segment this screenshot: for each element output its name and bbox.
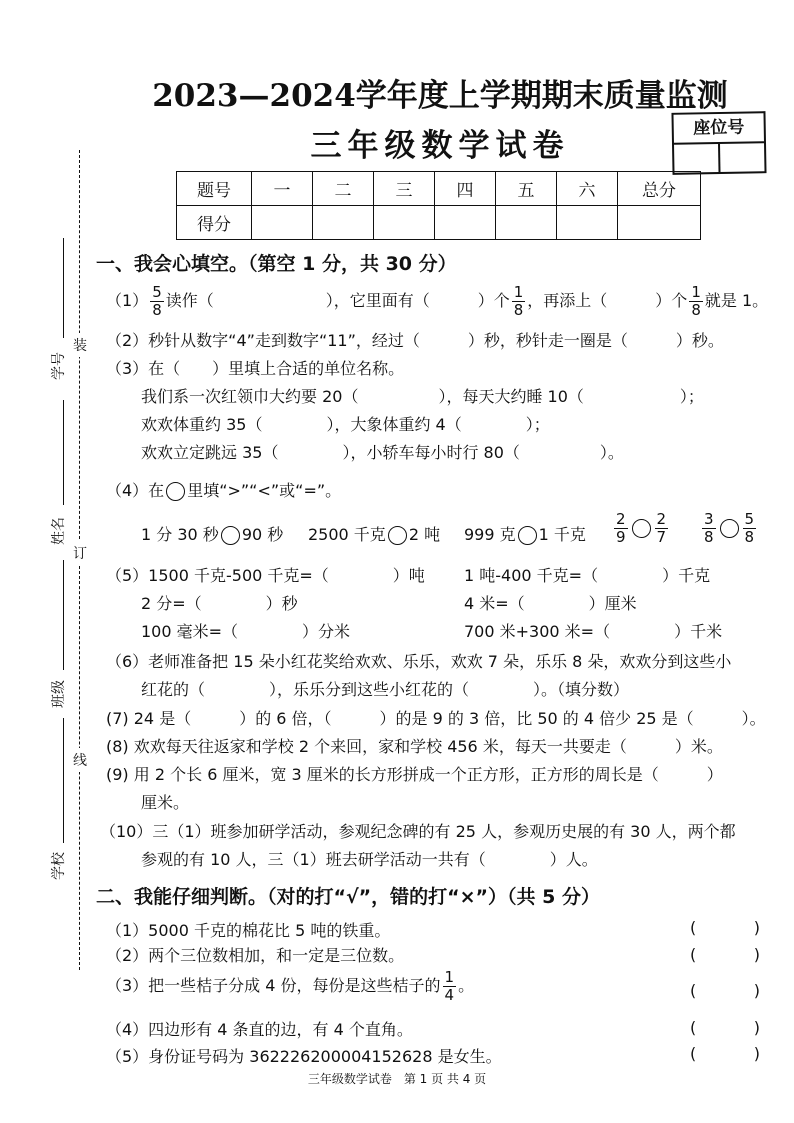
score-row-label: 得分	[177, 206, 252, 240]
score-header-cell: 四	[435, 172, 496, 206]
class-line[interactable]	[63, 560, 64, 670]
judge-answer-5[interactable]: ( )	[690, 1044, 760, 1063]
page-footer: 三年级数学试卷 第 1 页 共 4 页	[307, 1072, 487, 1086]
question-1-1	[106, 285, 768, 318]
question-1-3b: 欢欢体重约 35（ ），大象体重约 4（ ）；	[141, 415, 550, 434]
fraction: $\frac{2}{7}$	[656, 510, 667, 546]
compare-item-1: 1 分 30 秒 90 秒	[141, 525, 284, 544]
seat-cell-2[interactable]	[720, 143, 764, 172]
seat-number-box	[671, 111, 766, 175]
question-1-2: （2）秒针从数字“4”走到数字“11”，经过（ ）秒，秒针走一圈是（ ）秒。	[106, 331, 724, 350]
fraction: $\frac{1}{4}$	[444, 968, 455, 1004]
score-table	[176, 171, 701, 240]
name-label: 姓名	[51, 517, 67, 545]
question-text: 就是 1。	[704, 291, 769, 310]
score-cell[interactable]	[618, 206, 701, 240]
question-1-7: (7) 24 是（ ）的 6 倍，（ ）的是 9 的 3 倍，比 50 的 4 倍少 25 是（ ）。	[106, 709, 766, 728]
question-1-5e: 100 毫米=（ ）分米	[141, 622, 351, 641]
question-1-5b: 1 吨-400 千克=（ ）千克	[464, 566, 711, 585]
question-1-9b: 厘米。	[141, 793, 190, 812]
fraction: $\frac{2}{9}$	[616, 510, 626, 546]
score-header-cell: 五	[496, 172, 557, 206]
compare-item-2: 2500 千克 2 吨	[308, 525, 441, 544]
score-header-cell: 六	[557, 172, 618, 206]
compare-item-5	[700, 512, 758, 545]
question-1-5d: 4 米=（ ）厘米	[464, 594, 637, 613]
class-label: 班级	[51, 680, 67, 708]
score-header-cell: 总分	[618, 172, 701, 206]
judge-item-5: （5）身份证号码为 362226200004152628 是女生。	[106, 1047, 502, 1066]
school-line[interactable]	[63, 718, 64, 843]
fraction: $\frac{1}{8}$	[513, 283, 524, 319]
exam-title: 2023—2024学年度上学期期末质量监测	[152, 78, 728, 114]
fraction: $\frac{3}{8}$	[704, 510, 714, 546]
compare-item-4	[612, 512, 670, 545]
student-id-label: 学号	[51, 352, 67, 380]
seat-cell-1[interactable]	[674, 144, 720, 173]
judge-item-1: （1）5000 千克的棉花比 5 吨的铁重。	[106, 921, 391, 940]
question-1-3a: 我们系一次红领巾大约要 20（ ），每天大约睡 10（ ）；	[141, 387, 704, 406]
question-1-5f: 700 米+300 米=（ ）千米	[464, 622, 723, 641]
name-line[interactable]	[63, 400, 64, 505]
compare-item-3: 999 克 1 千克	[464, 525, 586, 544]
judge-answer-3[interactable]: ( )	[690, 981, 760, 1000]
fraction: $\frac{5}{8}$	[152, 283, 162, 319]
binding-mark-ding: 订	[73, 541, 87, 565]
question-1-10a: （10）三（1）班参加研学活动，参观纪念碑的有 25 人，参观历史展的有 30 人，两个都	[100, 822, 736, 841]
school-label: 学校	[51, 852, 67, 880]
question-1-3: （3）在（ ）里填上合适的单位名称。	[106, 359, 405, 378]
question-1-4: （4）在 里填“>”“<”或“=”。	[106, 481, 342, 500]
binding-mark-xian: 线	[73, 748, 87, 772]
score-cell[interactable]	[496, 206, 557, 240]
question-1-9a: (9) 用 2 个长 6 厘米，宽 3 厘米的长方形拼成一个正方形，正方形的周长是（ ）	[106, 765, 723, 784]
compare-circle[interactable]	[518, 526, 537, 545]
question-1-5a: （5）1500 千克-500 千克=（ ）吨	[106, 566, 425, 585]
fraction: $\frac{5}{8}$	[744, 510, 755, 546]
question-1-3c: 欢欢立定跳远 35（ ），小轿车每小时行 80（ ）。	[141, 443, 624, 462]
compare-circle[interactable]	[720, 519, 739, 538]
question-text: 读作（ ），它里面有（ ）个	[165, 291, 510, 310]
score-cell[interactable]	[557, 206, 618, 240]
judge-item-3: （3）把一些桔子分成 4 份，每份是这些桔子的 $\frac{1}{4}$ 。	[106, 968, 475, 1004]
judge-item-2: （2）两个三位数相加，和一定是三位数。	[106, 946, 405, 965]
judge-answer-2[interactable]: ( )	[690, 945, 760, 964]
score-cell[interactable]	[374, 206, 435, 240]
fraction: $\frac{1}{8}$	[691, 283, 701, 319]
section2-heading: 二、我能仔细判断。（对的打“√”，错的打“×”）（共 5 分）	[96, 886, 600, 908]
question-1-6a: （6）老师准备把 15 朵小红花奖给欢欢、乐乐，欢欢 7 朵，乐乐 8 朵，欢欢分到这些小	[106, 652, 732, 671]
compare-circle[interactable]	[388, 526, 407, 545]
exam-subtitle: 三年级数学试卷	[310, 128, 570, 164]
seat-number-label: 座位号	[674, 113, 765, 145]
judge-item-4: （4）四边形有 4 条直的边，有 4 个直角。	[106, 1020, 413, 1039]
question-number: （1）	[106, 291, 149, 310]
compare-circle[interactable]	[221, 526, 240, 545]
score-cell[interactable]	[313, 206, 374, 240]
score-header-cell: 一	[252, 172, 313, 206]
binding-mark-zhuang: 装	[73, 333, 87, 357]
question-1-6b: 红花的（ ），乐乐分到这些小红花的（ ）。（填分数）	[141, 680, 630, 699]
question-1-5c: 2 分=（ ）秒	[141, 594, 298, 613]
section1-heading: 一、我会心填空。（第空 1 分，共 30 分）	[96, 253, 457, 275]
judge-answer-1[interactable]: ( )	[690, 918, 760, 937]
score-cell[interactable]	[435, 206, 496, 240]
student-id-line[interactable]	[63, 238, 64, 338]
score-header-cell: 三	[374, 172, 435, 206]
score-cell[interactable]	[252, 206, 313, 240]
score-header-cell: 二	[313, 172, 374, 206]
judge-answer-4[interactable]: ( )	[690, 1018, 760, 1037]
circle-icon	[166, 482, 185, 501]
question-1-10b: 参观的有 10 人，三（1）班去研学活动一共有（ ）人。	[141, 850, 598, 869]
compare-circle[interactable]	[632, 519, 651, 538]
question-1-8: (8) 欢欢每天往返家和学校 2 个来回，家和学校 456 米，每天一共要走（ ）米。	[106, 737, 723, 756]
score-header-cell: 题号	[177, 172, 252, 206]
question-text: ，再添上（ ）个	[527, 291, 688, 310]
